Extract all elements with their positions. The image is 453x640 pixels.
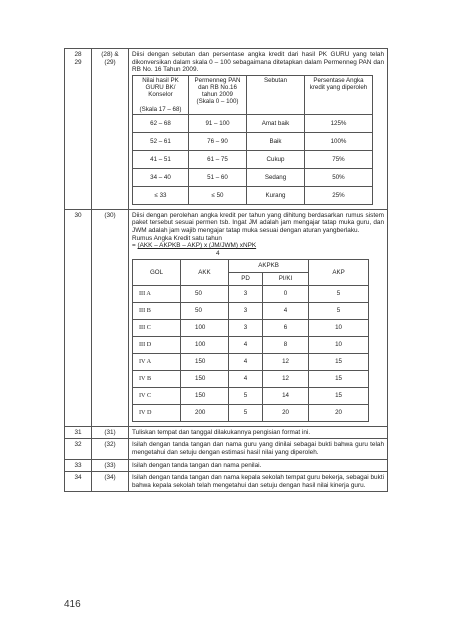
conversion-cell: 62 – 68 [133, 114, 189, 132]
formula-numerator: (AKK – AKPKB – AKP) x (JM/JWM) xNPK [137, 242, 257, 250]
credit-cell: 150 [181, 387, 229, 404]
credit-row [133, 302, 369, 319]
conversion-cell: Sedang [247, 168, 305, 186]
description-text: Isilah dengan tanda tangan dan nama penilai. [132, 461, 262, 469]
description-text: Tuliskan tempat dan tanggal dilakukannya pengisian format ini. [132, 428, 311, 436]
instruction-table [64, 48, 388, 492]
credit-cell: IV C [133, 387, 181, 404]
credit-row [133, 404, 369, 421]
credit-row [133, 285, 369, 302]
credit-cell: 100 [181, 336, 229, 353]
credit-cell: 8 [263, 336, 309, 353]
credit-cell: IV A [133, 353, 181, 370]
item-reference: (34) [92, 472, 129, 492]
item-reference: (31) [92, 426, 129, 439]
instruction-row [65, 472, 388, 492]
item-description [129, 209, 388, 426]
conversion-row [133, 150, 373, 168]
conversion-cell: 50% [305, 168, 373, 186]
conversion-cell: ≤ 33 [133, 186, 189, 204]
credit-cell: 4 [229, 370, 263, 387]
credit-cell: 150 [181, 370, 229, 387]
instruction-row [65, 459, 388, 472]
conversion-cell: Cukup [247, 150, 305, 168]
credit-table [132, 259, 369, 422]
credit-cell: 200 [181, 404, 229, 421]
credit-row [133, 319, 369, 336]
credit-cell: 10 [309, 336, 369, 353]
credit-cell: 4 [229, 353, 263, 370]
conversion-row [133, 168, 373, 186]
item-description [129, 439, 388, 459]
item-reference: (30) [92, 209, 129, 426]
description-text: Isilah dengan tanda tangan dan nama kepala sekolah tempat guru bekerja, sebagai bukti bahwa kepala sekolah telah mengetahui dan setuju dengan hasil nilai kinerja guru. [132, 474, 384, 489]
header-piki: PI/KI [263, 272, 309, 285]
credit-cell: 50 [181, 302, 229, 319]
credit-cell: III D [133, 336, 181, 353]
credit-cell: IV D [133, 404, 181, 421]
conversion-cell: 51 – 60 [189, 168, 247, 186]
item-number: 32 [65, 439, 92, 459]
conversion-table [132, 75, 373, 205]
credit-cell: 150 [181, 353, 229, 370]
credit-cell: 100 [181, 319, 229, 336]
item-reference: (33) [92, 459, 129, 472]
credit-cell: 0 [263, 285, 309, 302]
credit-cell: 5 [229, 387, 263, 404]
item-number: 31 [65, 426, 92, 439]
conversion-cell: Amat baik [247, 114, 305, 132]
conversion-cell: ≤ 50 [189, 186, 247, 204]
page-number: 416 [64, 599, 81, 610]
item-description [129, 49, 388, 210]
credit-row [133, 387, 369, 404]
conversion-header-cell: Persentase Angka kredit yang diperoleh [305, 75, 373, 114]
conversion-cell: 52 – 61 [133, 132, 189, 150]
credit-cell: 4 [229, 336, 263, 353]
conversion-cell: 41 – 51 [133, 150, 189, 168]
conversion-cell: 125% [305, 114, 373, 132]
item-description [129, 426, 388, 439]
conversion-header-cell: Permenneg PAN dan RB No.16 tahun 2009 (Skala 0 – 100) [189, 75, 247, 114]
credit-row [133, 353, 369, 370]
credit-cell: IV B [133, 370, 181, 387]
credit-cell: 12 [263, 353, 309, 370]
credit-cell: 3 [229, 302, 263, 319]
credit-cell: 50 [181, 285, 229, 302]
credit-cell: 5 [229, 404, 263, 421]
credit-cell: 3 [229, 319, 263, 336]
item-description [129, 459, 388, 472]
header-akk: AKK [181, 259, 229, 285]
item-number: 28 29 [65, 49, 92, 210]
item-number: 33 [65, 459, 92, 472]
credit-row [133, 370, 369, 387]
instruction-row [65, 426, 388, 439]
item-reference: (28) & (29) [92, 49, 129, 210]
credit-cell: 20 [263, 404, 309, 421]
header-akp: AKP [309, 259, 369, 285]
item-number: 34 [65, 472, 92, 492]
credit-cell: 10 [309, 319, 369, 336]
item-description [129, 472, 388, 492]
credit-cell: 4 [263, 302, 309, 319]
conversion-cell: 75% [305, 150, 373, 168]
conversion-cell: 76 – 90 [189, 132, 247, 150]
header-akpkb: AKPKB [229, 259, 309, 272]
credit-cell: 12 [263, 370, 309, 387]
description-text: Diisi dengan perolehan angka kredit per tahun yang dihitung berdasarkan rumus sistem paket tersebut sesuai permen tsb. Ingat JM adalah jam mengajar tatap muka guru, dan JWM adalah jam wajib mengajar tatap muka sesuai dengan aturan yangberlaku. [132, 211, 384, 234]
item-reference: (32) [92, 439, 129, 459]
conversion-cell: 25% [305, 186, 373, 204]
conversion-row [133, 132, 373, 150]
conversion-row [133, 114, 373, 132]
credit-cell: III C [133, 319, 181, 336]
credit-cell: 14 [263, 387, 309, 404]
credit-cell: 20 [309, 404, 369, 421]
conversion-cell: 100% [305, 132, 373, 150]
description-text: Diisi dengan sebutan dan persentase angka kredit dari hasil PK GURU yang telah dikonversikan dalam skala 0 – 100 sebagaimana ditetapkan dalam Permenneg PAN dan RB No. 16 Tahun 2009. [132, 51, 384, 74]
formula-denominator: 4 [216, 249, 220, 257]
credit-cell: 15 [309, 353, 369, 370]
credit-row [133, 336, 369, 353]
item-number: 30 [65, 209, 92, 426]
formula [132, 242, 384, 257]
header-pd: PD [229, 272, 263, 285]
description-text: Isilah dengan tanda tangan dan nama guru yang dinilai sebagai bukti bahwa guru telah mengetahui dan setuju dengan estimasi hasil nilai yang diperoleh. [132, 441, 384, 456]
conversion-header-cell: Nilai hasil PK GURU BK/ Konselor (Skala 17 – 68) [133, 75, 189, 114]
header-gol: GOL [133, 259, 181, 285]
conversion-header-cell: Sebutan [247, 75, 305, 114]
formula-lhs: = [132, 242, 138, 250]
conversion-cell: Kurang [247, 186, 305, 204]
credit-cell: 6 [263, 319, 309, 336]
credit-cell: 15 [309, 370, 369, 387]
credit-cell: 15 [309, 387, 369, 404]
instruction-row [65, 439, 388, 459]
conversion-cell: Baik [247, 132, 305, 150]
conversion-row [133, 186, 373, 204]
credit-cell: 5 [309, 285, 369, 302]
credit-cell: III A [133, 285, 181, 302]
conversion-cell: 34 – 40 [133, 168, 189, 186]
instruction-row [65, 49, 388, 210]
credit-cell: 5 [309, 302, 369, 319]
credit-cell: 3 [229, 285, 263, 302]
instruction-row [65, 209, 388, 426]
credit-cell: III B [133, 302, 181, 319]
conversion-cell: 91 – 100 [189, 114, 247, 132]
formula-title: Rumus Angka Kredit satu tahun [132, 234, 222, 242]
credit-header-row [133, 259, 369, 272]
conversion-cell: 61 – 75 [189, 150, 247, 168]
conversion-header-row [133, 75, 373, 114]
